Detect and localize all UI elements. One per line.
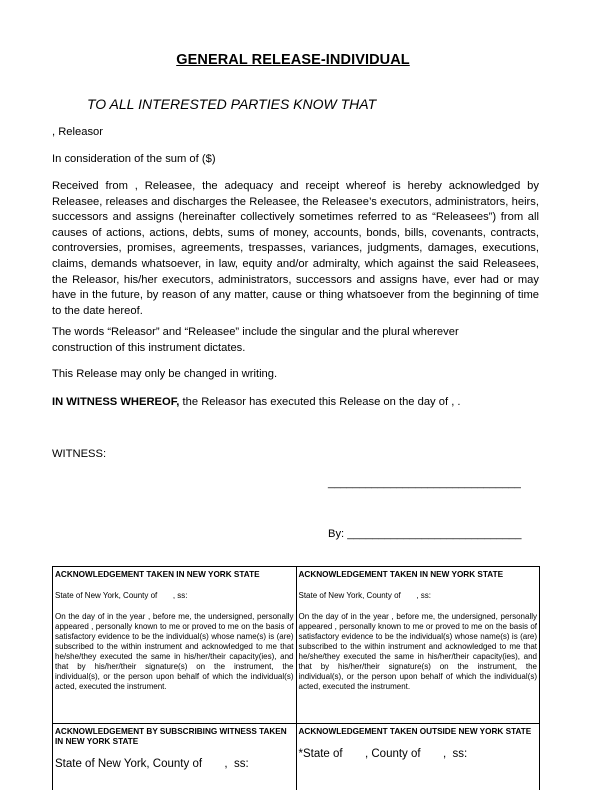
- document-title: GENERAL RELEASE-INDIVIDUAL: [176, 52, 410, 68]
- witness-whereof-text: the Releasor has executed this Release on the day of , .: [179, 396, 461, 408]
- ack-ny-left-body: On the day of in the year , before me, the undersigned, personally appeared , personally known to me or proved to me on the basis of satisfactory evidence to be the individual(s) whose name(s) is (are) subscribed to the within instrument and acknowledged to me that he/she/they executed the same in his/her/their capacity(ies), and that by his/her/their signature(s) on the instrument, the individual(s), or the person upon behalf of which the individual(s) acted, executed the instrument.: [55, 612, 294, 691]
- signature-line: _______________________________: [328, 477, 521, 489]
- definitions-paragraph: The words “Releasor” and “Releasee” include the singular and the plural wherever construction of this instrument dictates.: [52, 326, 459, 354]
- by-signature-line: By: ____________________________: [328, 528, 522, 540]
- consideration-line: In consideration of the sum of ($): [52, 153, 216, 165]
- witness-label: WITNESS:: [52, 448, 107, 460]
- ack-witness-county: State of New York, County of , ss:: [55, 758, 249, 770]
- ack-outside-ny-county: *State of , County of , ss:: [298, 748, 468, 760]
- ack-witness-cell: [53, 724, 297, 791]
- ack-outside-ny-cell: [296, 724, 540, 791]
- ack-ny-right-cell: [296, 567, 540, 724]
- ack-witness-title: ACKNOWLEDGEMENT BY SUBSCRIBING WITNESS TAKEN IN NEW YORK STATE: [55, 727, 287, 746]
- acknowledgement-row-bottom: [53, 724, 540, 791]
- witness-whereof-paragraph: [52, 395, 542, 411]
- ack-outside-ny-title: ACKNOWLEDGEMENT TAKEN OUTSIDE NEW YORK STATE: [298, 727, 532, 736]
- ack-ny-right-title: ACKNOWLEDGEMENT TAKEN IN NEW YORK STATE: [298, 570, 504, 579]
- document-subtitle: TO ALL INTERESTED PARTIES KNOW THAT: [87, 96, 377, 112]
- acknowledgement-row-top: [53, 567, 540, 724]
- witness-whereof-bold: IN WITNESS WHEREOF,: [52, 396, 180, 408]
- ack-ny-right-body: On the day of in the year , before me, the undersigned, personally appeared , personally known to me or proved to me on the basis of satisfactory evidence to be the individual(s) whose name(s) is (are) subscribed to the within instrument and acknowledged to me that he/she/they executed the same in his/her/their capacity(ies), and that by his/her/their signature(s) on the instrument, the individual(s), or the person upon behalf of which the individual(s) acted, executed the instrument.: [298, 612, 537, 691]
- ack-ny-right-county: State of New York, County of , ss:: [298, 591, 432, 600]
- ack-ny-left-cell: [53, 567, 297, 724]
- ack-ny-left-title: ACKNOWLEDGEMENT TAKEN IN NEW YORK STATE: [55, 570, 260, 579]
- amendment-paragraph: This Release may only be changed in writing.: [52, 368, 278, 380]
- acknowledgement-table: [52, 566, 540, 790]
- release-paragraph: Received from , Releasee, the adequacy and receipt whereof is hereby acknowledged by Releasee, releases and discharges the Releasee, the Releasee’s executors, administrators, heirs, successors and assigns (hereinafter collectively sometimes referred to as “Releasees”) from all causes of actions, actions, debts, sums of money, accounts, bonds, bills, covenants, contracts, controversies, promises, agreements, trespasses, variances, judgments, damages, executions, claims, demands whatsoever, in law, equity and/or admiralty, which against the said Releasees, the Releasor, his/her executors, administrators, successors and assigns have, ever had or may have in the future, by reason of any matter, cause or thing whatsoever from the beginning of time to the date hereof.: [52, 180, 539, 317]
- ack-ny-left-county: State of New York, County of , ss:: [55, 591, 188, 600]
- releasor-line: , Releasor: [52, 126, 103, 138]
